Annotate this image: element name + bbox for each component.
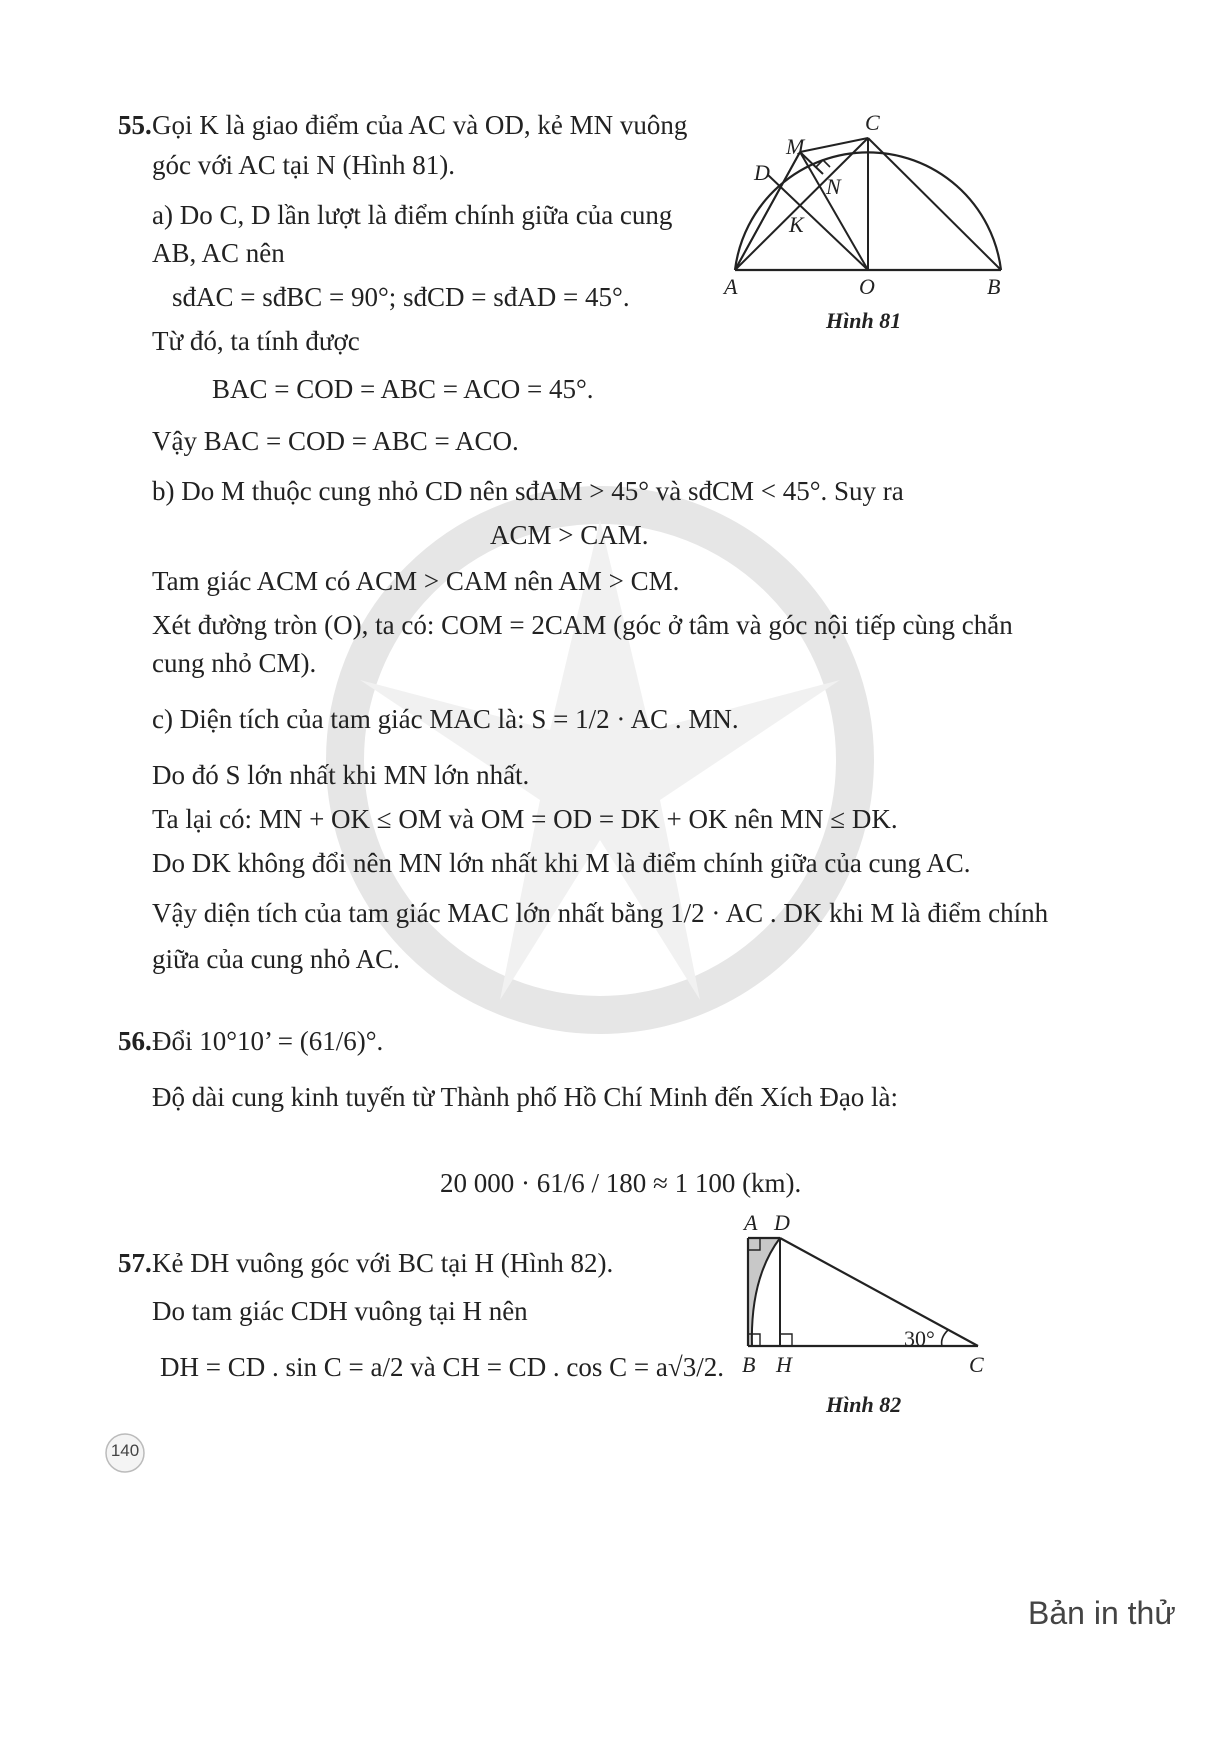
fig82-label-h: H bbox=[776, 1352, 792, 1377]
p55-intro-line-2: góc với AC tại N (Hình 81). bbox=[152, 150, 455, 180]
p55-b-line-3: Xét đường tròn (O), ta có: COM = 2CAM (góc ở tâm và góc nội tiếp cùng chắn bbox=[152, 610, 1013, 640]
p57-equation: DH = CD . sin C = a/2 và CH = CD . cos C = a√3/2. bbox=[160, 1352, 724, 1382]
fig81-label-o: O bbox=[859, 274, 875, 299]
p55-a-line-4: Vậy BAC = COD = ABC = ACO. bbox=[152, 426, 519, 456]
p56-line-1: Đổi 10°10’ = (61/6)°. bbox=[152, 1026, 384, 1056]
fig82-angle-label: 30° bbox=[904, 1326, 935, 1351]
p55-c-line-6: giữa của cung nhỏ AC. bbox=[152, 944, 400, 974]
p55-b-line-2: Tam giác ACM có ACM > CAM nên AM > CM. bbox=[152, 566, 680, 596]
problem-56-number bbox=[118, 1022, 152, 1060]
figure-82-caption: Hình 82 bbox=[826, 1392, 902, 1417]
p55-a-equation-1: sđAC = sđBC = 90°; sđCD = sđAD = 45°. bbox=[172, 282, 630, 312]
p55-c-line-3: Ta lại có: MN + OK ≤ OM và OM = OD = DK + OK nên MN ≤ DK. bbox=[152, 804, 898, 834]
problem-number: 56. bbox=[118, 1026, 152, 1056]
p55-c-line-5: Vậy diện tích của tam giác MAC lớn nhất bằng 1/2 · AC . DK khi M là điểm chính bbox=[152, 898, 1049, 928]
p55-c-line-1: c) Diện tích của tam giác MAC là: S = 1/2 · AC . MN. bbox=[152, 704, 739, 734]
figure-82-diagram bbox=[738, 1228, 988, 1358]
fig81-label-b: B bbox=[987, 274, 1001, 299]
problem-number: 55. bbox=[118, 110, 152, 140]
p55-b-line-4: cung nhỏ CM). bbox=[152, 648, 317, 678]
p55-c-line-4: Do DK không đổi nên MN lớn nhất khi M là điểm chính giữa của cung AC. bbox=[152, 848, 971, 878]
p55-a-equation-2: BAC = COD = ABC = ACO = 45°. bbox=[212, 374, 594, 404]
p55-a-line-1: a) Do C, D lần lượt là điểm chính giữa của cung bbox=[152, 200, 673, 230]
p57-line-2: Do tam giác CDH vuông tại H nên bbox=[152, 1296, 528, 1326]
figure-81-caption: Hình 81 bbox=[826, 308, 902, 333]
fig82-label-d: D bbox=[774, 1210, 790, 1235]
fig81-label-k: K bbox=[789, 212, 804, 237]
p57-line-1: Kẻ DH vuông góc với BC tại H (Hình 82). bbox=[152, 1248, 614, 1278]
fig82-label-b: B bbox=[742, 1352, 756, 1377]
p56-equation: 20 000 · 61/6 / 180 ≈ 1 100 (km). bbox=[440, 1168, 802, 1198]
fig81-label-a: A bbox=[724, 274, 738, 299]
fig82-label-a: A bbox=[744, 1210, 758, 1235]
p55-b-equation-1: ACM > CAM. bbox=[490, 520, 649, 550]
page-number: 140 bbox=[110, 1441, 140, 1460]
figure-81-diagram bbox=[715, 108, 1035, 338]
fig81-label-d: D bbox=[754, 160, 770, 185]
problem-55-number bbox=[118, 106, 152, 144]
fig81-label-m: M bbox=[786, 134, 805, 159]
problem-number: 57. bbox=[118, 1248, 152, 1278]
print-proof-label: Bản in thử bbox=[1028, 1595, 1176, 1631]
p55-intro-line-1: Gọi K là giao điểm của AC và OD, kẻ MN vuông bbox=[152, 110, 688, 140]
p56-line-2: Độ dài cung kinh tuyến từ Thành phố Hồ Chí Minh đến Xích Đạo là: bbox=[152, 1082, 899, 1112]
p55-a-line-3: Từ đó, ta tính được bbox=[152, 326, 360, 356]
p55-b-line-1: b) Do M thuộc cung nhỏ CD nên sđAM > 45° và sđCM < 45°. Suy ra bbox=[152, 476, 904, 506]
p55-c-line-2: Do đó S lớn nhất khi MN lớn nhất. bbox=[152, 760, 530, 790]
fig81-label-n: N bbox=[826, 174, 841, 199]
problem-57-number bbox=[118, 1244, 152, 1282]
p55-a-line-2: AB, AC nên bbox=[152, 238, 285, 268]
fig82-label-c: C bbox=[969, 1352, 984, 1377]
fig81-label-c: C bbox=[865, 110, 880, 135]
